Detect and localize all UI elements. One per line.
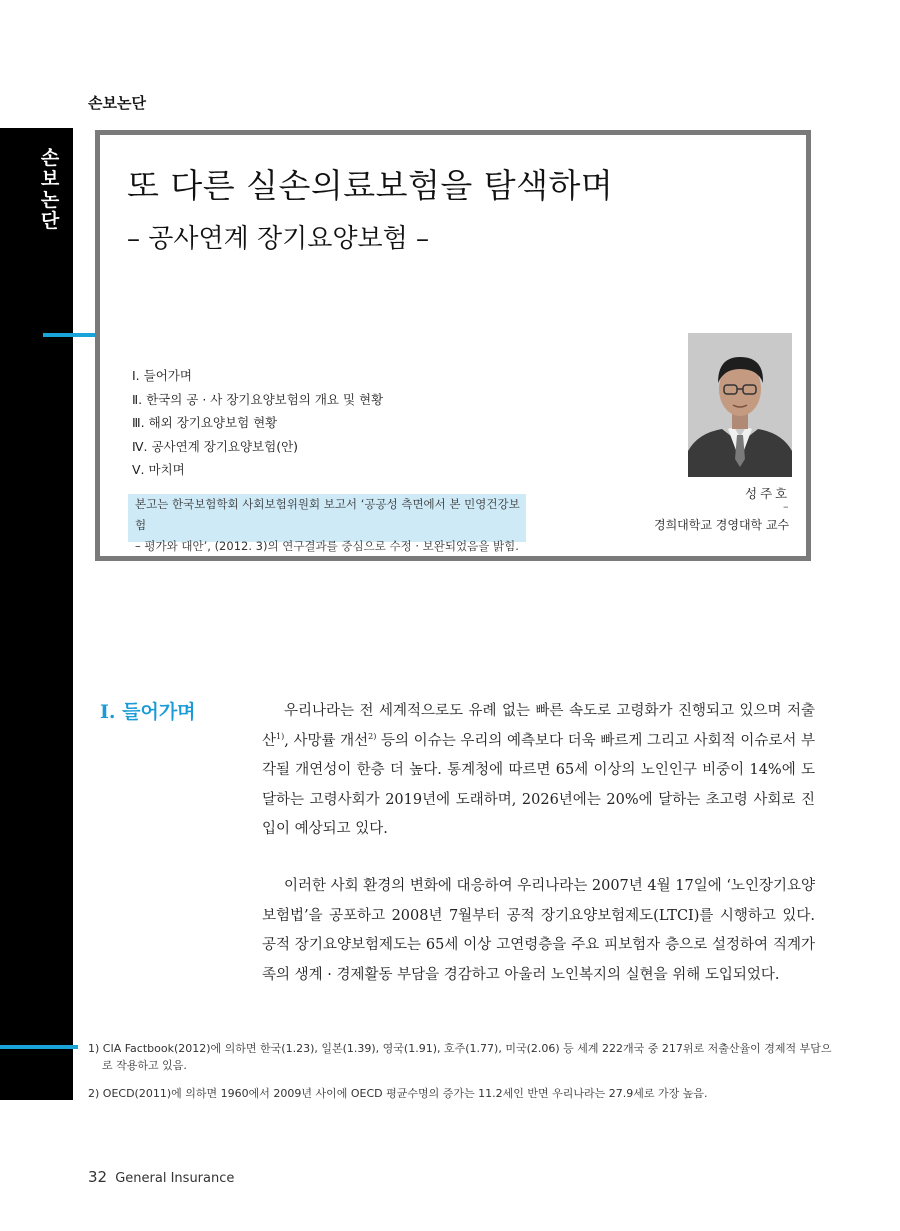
accent-bar-footnotes (0, 1045, 78, 1049)
article-subtitle: – 공사연계 장기요양보험 – (127, 224, 429, 254)
author-separator: – (783, 500, 789, 513)
sidebar-band (0, 128, 73, 1100)
source-note-line: – 평가와 대안’, (2012. 3)의 연구결과를 중심으로 수정 · 보완되었음을 밝힘. (135, 539, 519, 553)
article-title: 또 다른 실손의료보험을 탐색하며 (127, 166, 614, 205)
author-photo (688, 333, 792, 477)
toc-item: Ⅳ. 공사연계 장기요양보험(안) (132, 438, 299, 454)
author-portrait-image (688, 333, 792, 477)
paragraph-text: 우리나라는 전 세계적으로도 유례 없는 빠른 속도로 고령화가 진행되고 있으며 저출산 (262, 703, 815, 749)
source-note (128, 494, 526, 553)
sidebar-label: 손보논단 (40, 147, 60, 232)
toc-item: Ⅴ. 마치며 (132, 462, 185, 477)
paragraph-text: , 사망률 개선 (284, 732, 369, 749)
footnote-ref[interactable]: 1) (276, 731, 285, 741)
toc-item: Ⅲ. 해외 장기요양보험 현황 (132, 415, 278, 430)
body-paragraph: 이러한 사회 환경의 변화에 대응하여 우리나라는 2007년 4월 17일에 ‘노인장기요양보험법’을 공포하고 2008년 7월부터 공적 장기요양보험제도(LTCI)를 시행하고 있다. 공적 장기요양보험제도는 65세 이상 고연령층을 주요 피보험자 층으로 설정하여 직계가족의 생계 · 경제활동 부담을 경감하고 아울러 노인복지의 실현을 위해 도입되었다. (262, 878, 815, 983)
table-of-contents (132, 364, 383, 482)
page-number: 32 (88, 1168, 108, 1186)
publication-name: General Insurance (115, 1171, 235, 1186)
paragraph-text: 등의 이슈는 우리의 예측보다 더욱 빠르게 그리고 사회적 이슈로서 부각될 개연성이 한층 더 높다. 통계청에 따르면 65세 이상의 노인인구 비중이 14%에 도달하는 고령사회가 2019년에 도래하며, 2026년에는 20%에 달하는 초고령 사회로 진입이 예상되고 있다. (262, 732, 815, 837)
source-note-line: 본고는 한국보험학회 사회보험위원회 보고서 ‘공공성 측면에서 본 민영건강보험 (135, 497, 520, 532)
footnote: 1) CIA Factbook(2012)에 의하면 한국(1.23), 일본(1.39), 영국(1.91), 호주(1.77), 미국(2.06) 등 세계 222개국 중 217위로 저출산율이 경제적 부담으로 작용하고 있음. (88, 1042, 832, 1072)
toc-item: Ⅱ. 한국의 공 · 사 장기요양보험의 개요 및 현황 (132, 391, 384, 407)
author-affiliation: 경희대학교 경영대학 교수 (654, 518, 790, 532)
section-label: 손보논단 (88, 94, 146, 112)
footnote-ref[interactable]: 2) (368, 731, 377, 741)
page-footer (88, 1168, 234, 1186)
body-paragraph (262, 697, 815, 845)
footnote: 2) OECD(2011)에 의하면 1960에서 2009년 사이에 OECD 평균수명의 증가는 11.2세인 반면 우리나라는 27.9세로 가장 높음. (88, 1087, 708, 1100)
toc-item: Ⅰ. 들어가며 (132, 368, 192, 383)
section-heading: Ⅰ. 들어가며 (100, 701, 196, 723)
author-name: 성주호 (745, 486, 791, 501)
